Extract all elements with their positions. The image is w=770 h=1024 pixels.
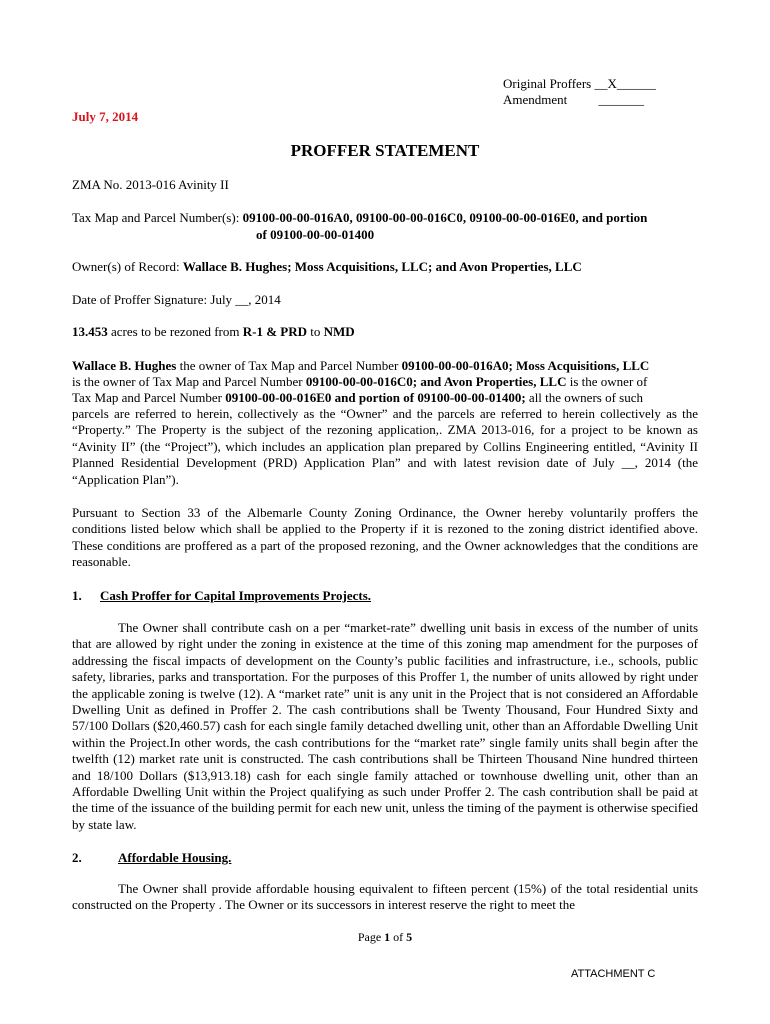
intro-text-1: the owner of Tax Map and Parcel Number	[176, 358, 402, 373]
rezone-from: R-1 & PRD	[242, 324, 308, 339]
pursuant-paragraph: Pursuant to Section 33 of the Albemarle County Zoning Ordinance, the Owner hereby voluntarily proffers the conditions listed below which shall be applied to the Property if it is rezoned to the zoning district identified above. These conditions are proffered as a part of the proposed rezoning, and the Owner acknowledges that the conditions are reasonable.	[72, 505, 698, 570]
intro-line-2	[72, 374, 698, 391]
amendment-label: Amendment	[503, 92, 568, 107]
page-current: 1	[384, 930, 391, 944]
intro-line-3	[72, 390, 698, 407]
tax-map-label: Tax Map and Parcel Number(s):	[72, 210, 243, 225]
proffer-type-original	[503, 76, 656, 93]
tax-map-value-line1: 09100-00-00-016A0, 09100-00-00-016C0, 09100-00-00-016E0, and portion	[242, 210, 648, 225]
page-prefix: Page	[357, 930, 385, 944]
section-1-number: 1.	[72, 588, 82, 603]
owners-value: Wallace B. Hughes; Moss Acquisitions, LLC; and Avon Properties, LLC	[182, 259, 582, 274]
intro-line-1	[72, 358, 698, 375]
intro-text-2: is the owner of Tax Map and Parcel Number	[72, 374, 306, 389]
original-proffers-label: Original Proffers	[503, 76, 592, 91]
amendment-mark: _______	[598, 92, 645, 107]
original-proffers-mark: __X______	[594, 76, 656, 91]
signature-date: Date of Proffer Signature: July __, 2014	[72, 292, 281, 307]
page-total: 5	[406, 930, 413, 944]
intro-text-5: all the owners of such	[525, 390, 644, 405]
section-1-heading: Cash Proffer for Capital Improvements Projects.	[100, 588, 372, 603]
rezone-line	[72, 324, 355, 341]
rezone-text-1: acres to be rezoned from	[107, 324, 243, 339]
intro-parcel-2: 09100-00-00-016C0; and Avon Properties, LLC	[305, 374, 567, 389]
proffer-type-amendment	[503, 92, 644, 109]
document-date: July 7, 2014	[72, 109, 139, 124]
intro-owner-1: Wallace B. Hughes	[72, 358, 177, 373]
tax-map-parcels	[72, 210, 712, 227]
section-1-body: The Owner shall contribute cash on a per “market-rate” dwelling unit basis in excess of the number of units that are allowed by right under the zoning in existence at the time of this zoning map amendment for the purposes of addressing the fiscal impacts of development on the County’s public facilities and infrastructure, i.e., schools, public safety, libraries, parks and transportation. For the purposes of this Proffer 1, the number of units allowed by right under the applicable zoning is twelve (12). A “market rate” unit is any unit in the Project that is not considered an Affordable Dwelling Unit as defined in Proffer 2. The cash contributions shall be Twenty Thousand, Four Hundred Sixty and 57/100 Dollars ($20,460.57) cash for each single family detached dwelling unit, other than an Affordable Dwelling Unit within the Project.In other words, the cash contributions for the “market rate” single family units shall begin after the twelfth (12) market rate unit is constructed. The cash contributions shall be Thirteen Thousand Nine hundred thirteen and 18/100 Dollars ($13,913.18) cash for each single family attached or townhouse dwelling unit, other than an Affordable Dwelling Unit within the Project qualifying as such under Proffer 2. The cash contribution shall be paid at the time of the issuance of the building permit for each new unit, unless the timing of the payment is otherwise specified by state law.	[72, 620, 699, 832]
rezone-text-2: to	[307, 324, 324, 339]
rezone-to: NMD	[323, 324, 355, 339]
page-of: of	[390, 930, 407, 944]
section-2-body: The Owner shall provide affordable housing equivalent to fifteen percent (15%) of the total residential units constructed on the Property . The Owner or its successors in interest reserve the right to meet the	[72, 881, 698, 913]
intro-text-4: Tax Map and Parcel Number	[72, 390, 226, 405]
intro-paragraph-rest: parcels are referred to herein, collectively as the “Owner” and the parcels are referred to herein collectively as the “Property.” The Property is the subject of the rezoning application,. ZMA 2013-016, for a project to be known as “Avinity II” (the “Project”), which includes an application plan prepared by Collins Engineering entitled, “Avinity II Planned Residential Development (PRD) Application Plan” and with latest revision date of July __, 2014 (the “Application Plan”).	[72, 406, 698, 487]
owners-label: Owner(s) of Record:	[72, 259, 183, 274]
zma-number: ZMA No. 2013-016 Avinity II	[72, 177, 229, 192]
attachment-label: ATTACHMENT C	[571, 968, 656, 980]
rezone-acres: 13.453	[72, 324, 108, 339]
document-title: PROFFER STATEMENT	[290, 141, 480, 160]
page-number	[0, 930, 770, 945]
section-2-heading: Affordable Housing.	[118, 850, 232, 865]
section-2-number: 2.	[72, 850, 82, 865]
intro-text-3: is the owner of	[566, 374, 648, 389]
owners-of-record	[72, 259, 582, 276]
intro-parcel-3: 09100-00-00-016E0 and portion of 09100-00-00-01400;	[225, 390, 526, 405]
intro-parcel-1: 09100-00-00-016A0; Moss Acquisitions, LLC	[401, 358, 650, 373]
tax-map-value-line2: of 09100-00-00-01400	[256, 227, 375, 242]
